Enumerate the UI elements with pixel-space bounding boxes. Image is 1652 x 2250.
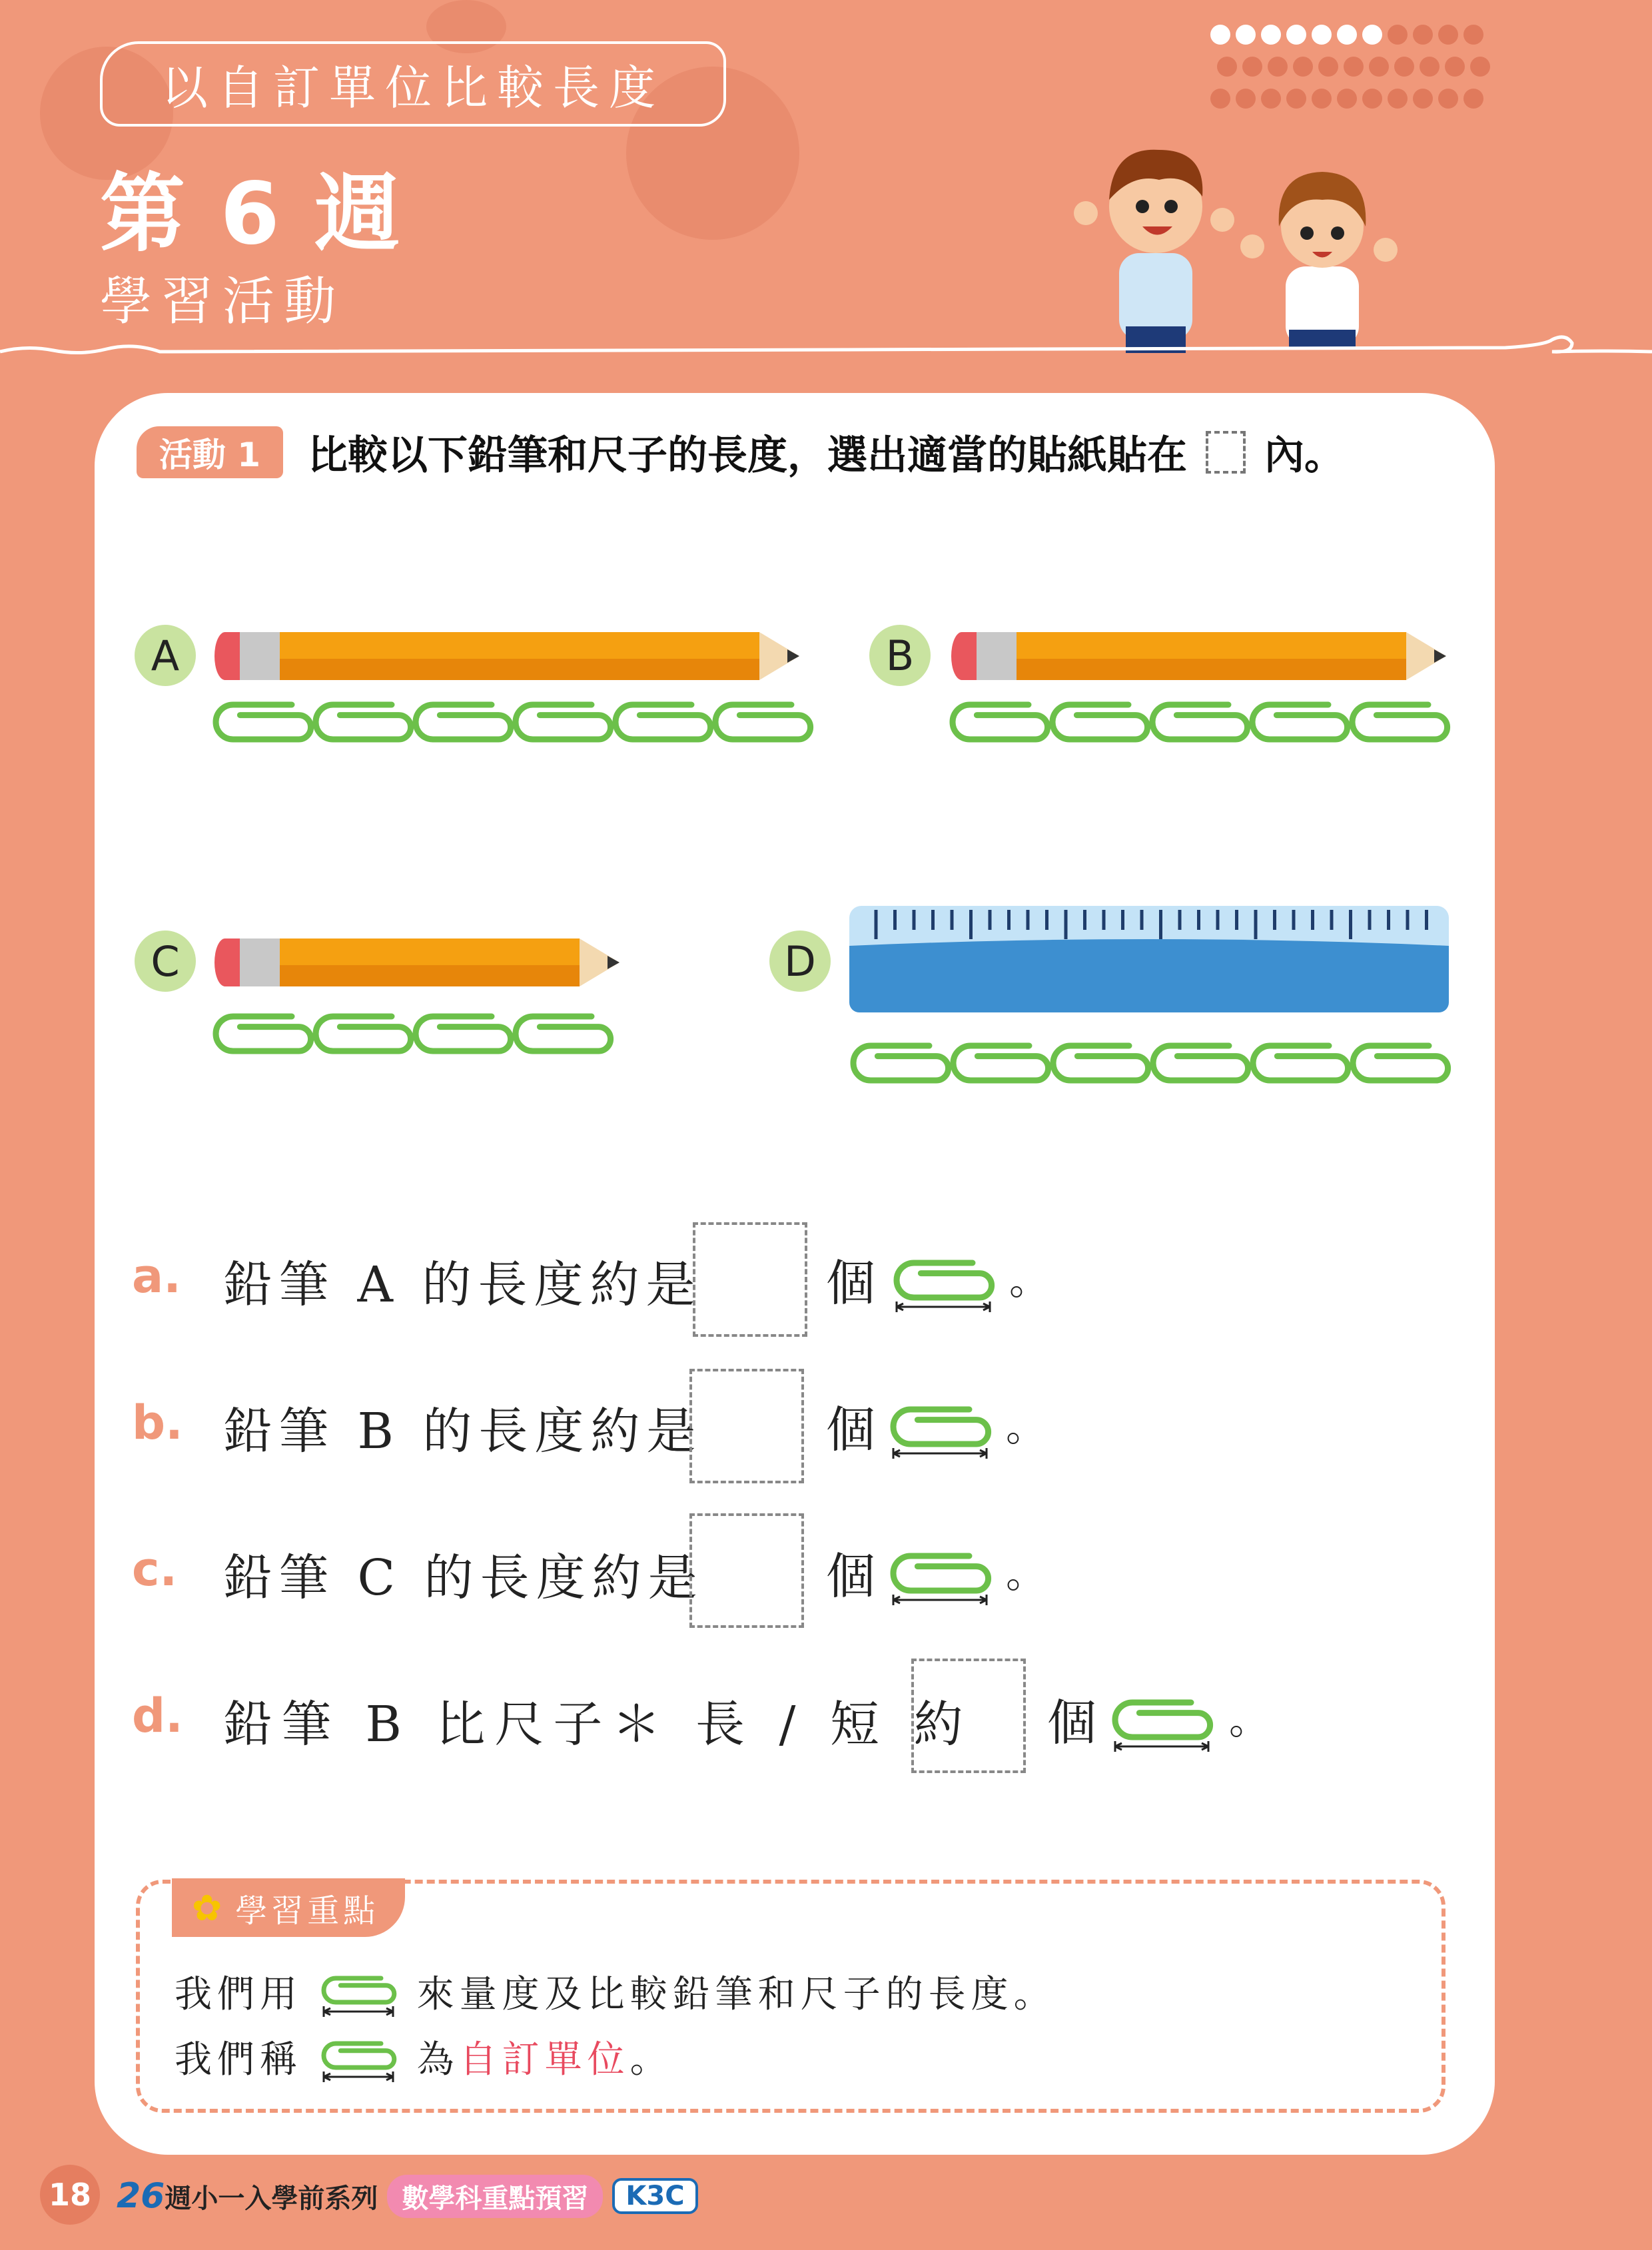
clip-row-d	[849, 1040, 1455, 1087]
clip-unit-icon	[893, 1259, 999, 1325]
paperclip-icon	[1115, 1702, 1210, 1737]
pattern-dot	[1413, 89, 1433, 109]
pattern-dot	[1236, 25, 1256, 45]
question-a-text: 鉛筆 A 的長度約是	[223, 1256, 702, 1313]
clip-unit-icon	[320, 2040, 400, 2086]
flower-icon: ✿	[192, 1886, 226, 1929]
clip-unit-icon	[889, 1552, 996, 1619]
paperclip	[316, 1016, 411, 1051]
pattern-dot	[1286, 25, 1306, 45]
pattern-dot	[1394, 57, 1414, 77]
clip-unit-icon	[320, 1974, 400, 2021]
pencil-c	[212, 936, 625, 989]
clip-row-c	[212, 1011, 618, 1058]
pencil-b	[949, 629, 1455, 683]
paperclip	[853, 1046, 949, 1080]
paperclip-icon	[893, 1409, 989, 1444]
item-label-b: B	[869, 625, 931, 686]
question-d-letter: d.	[132, 1688, 183, 1743]
pattern-dot	[1463, 25, 1483, 45]
ruler-d	[849, 906, 1452, 1016]
pattern-dot	[1369, 57, 1389, 77]
sticker-box-sample	[1206, 431, 1246, 474]
dot-pattern	[1206, 20, 1499, 120]
clip-row-a	[212, 699, 818, 746]
series-number: 26	[117, 2176, 165, 2216]
focus-line-2	[175, 2030, 673, 2086]
question-d-text: 鉛筆 B 比尺子＊ 長 / 短 約	[223, 1696, 973, 1753]
paperclip	[1253, 1046, 1348, 1080]
pattern-dot	[1312, 89, 1332, 109]
paperclip	[216, 705, 311, 739]
activity-tag: 活動 1	[137, 426, 283, 478]
question-d-end: 。	[1229, 1697, 1269, 1744]
answer-box-b[interactable]	[689, 1369, 804, 1483]
answer-box-a[interactable]	[693, 1222, 807, 1337]
focus-line-1-start: 我們用	[175, 1973, 302, 2016]
pattern-dot	[1286, 89, 1306, 109]
paperclip	[216, 1016, 311, 1051]
paperclip-icon	[897, 1263, 992, 1298]
week-title: 第 6 週	[100, 165, 403, 264]
paperclip	[416, 705, 511, 739]
question-a-end: 。	[1009, 1258, 1049, 1304]
pattern-dot	[1438, 89, 1458, 109]
pattern-dot	[1318, 57, 1338, 77]
paperclip	[1052, 705, 1148, 739]
pattern-dot	[1236, 89, 1256, 109]
pattern-dot	[1463, 89, 1483, 109]
question-c-text: 鉛筆 C 的長度約是	[223, 1549, 704, 1607]
pattern-dot	[1261, 89, 1281, 109]
pattern-dot	[1388, 89, 1408, 109]
pattern-dot	[1293, 57, 1313, 77]
paperclip	[715, 705, 811, 739]
paperclip	[516, 1016, 611, 1051]
children-illustration	[1072, 133, 1412, 353]
item-label-c: C	[135, 931, 196, 992]
question-b-letter: b.	[132, 1395, 183, 1450]
answer-box-d[interactable]	[911, 1659, 1026, 1773]
paperclip	[1352, 705, 1447, 739]
question-a-letter: a.	[132, 1249, 181, 1304]
paperclip-icon	[324, 1978, 394, 2002]
question-c-unit: 個	[826, 1548, 875, 1605]
question-d-unit: 個	[1047, 1694, 1096, 1752]
clip-unit-icon	[889, 1405, 996, 1472]
footer-series	[117, 2173, 698, 2219]
focus-line-1-end: 來量度及比較鉛筆和尺子的長度。	[416, 1973, 1056, 2016]
page-number: 18	[40, 2165, 100, 2225]
pattern-dot	[1445, 57, 1465, 77]
question-b-text: 鉛筆 B 的長度約是	[223, 1403, 703, 1460]
question-b-unit: 個	[826, 1401, 875, 1459]
paperclip	[953, 705, 1048, 739]
paperclip	[1153, 1046, 1248, 1080]
measure-arrow	[324, 2071, 393, 2082]
question-c-end: 。	[1006, 1551, 1046, 1597]
pattern-dot	[1337, 25, 1357, 45]
paperclip	[316, 705, 411, 739]
self-defined-unit-term: 自訂單位	[459, 2038, 630, 2081]
pattern-dot	[1344, 57, 1364, 77]
activity-instruction	[308, 426, 1344, 478]
topic-title: 以自訂單位比較長度	[161, 60, 665, 115]
pattern-dot	[1268, 57, 1288, 77]
pattern-dot	[1337, 89, 1357, 109]
series-name: 週小一入學前系列	[165, 2183, 378, 2214]
question-b-end: 。	[1006, 1404, 1046, 1451]
instruction-text: 比較以下鉛筆和尺子的長度，選出適當的貼紙貼在	[308, 432, 1187, 479]
pattern-dot	[1261, 25, 1281, 45]
level-badge: K3C	[612, 2178, 697, 2214]
paperclip	[1252, 705, 1348, 739]
pattern-dot	[1210, 89, 1230, 109]
pattern-dot	[1217, 57, 1237, 77]
paperclip	[1053, 1046, 1148, 1080]
pattern-dot	[1420, 57, 1440, 77]
section-subtitle: 學習活動	[100, 272, 346, 332]
question-c-letter: c.	[132, 1542, 178, 1597]
subject-badge: 數學科重點預習	[387, 2175, 603, 2218]
learning-focus-title: 學習重點	[235, 1892, 380, 1930]
pattern-dot	[1210, 25, 1230, 45]
paperclip	[953, 1046, 1048, 1080]
pencil-a	[212, 629, 805, 683]
topic-bubble	[100, 41, 726, 127]
focus-line-1	[175, 1965, 1056, 2021]
measure-arrow	[1115, 1741, 1208, 1752]
pattern-dot	[1470, 57, 1490, 77]
paperclip	[1353, 1046, 1448, 1080]
pattern-dot	[1413, 25, 1433, 45]
question-a-unit: 個	[826, 1255, 875, 1312]
item-label-d: D	[769, 931, 831, 992]
pattern-dot	[1362, 25, 1382, 45]
pattern-dot	[1312, 25, 1332, 45]
paperclip-icon	[324, 2044, 394, 2067]
header-divider	[0, 333, 1652, 373]
learning-focus-tag	[172, 1878, 405, 1937]
answer-box-c[interactable]	[689, 1513, 804, 1628]
focus-line-2-start: 我們稱	[175, 2038, 302, 2081]
focus-line-2-mid: 為	[416, 2038, 460, 2081]
measure-arrow	[893, 1595, 987, 1605]
clip-row-b	[949, 699, 1455, 746]
pattern-dot	[1388, 25, 1408, 45]
focus-line-2-end: 。	[629, 2038, 673, 2081]
instruction-end: 內。	[1264, 432, 1344, 479]
paperclip	[1152, 705, 1248, 739]
measure-arrow	[897, 1302, 990, 1312]
paperclip-icon	[893, 1556, 989, 1591]
measure-arrow	[324, 2006, 393, 2017]
measure-arrow	[893, 1448, 987, 1459]
clip-unit-icon	[1111, 1698, 1218, 1765]
paperclip	[516, 705, 611, 739]
paperclip	[616, 705, 711, 739]
item-label-a: A	[135, 625, 196, 686]
pattern-dot	[1438, 25, 1458, 45]
paperclip	[416, 1016, 511, 1051]
pattern-dot	[1362, 89, 1382, 109]
pattern-dot	[1242, 57, 1262, 77]
